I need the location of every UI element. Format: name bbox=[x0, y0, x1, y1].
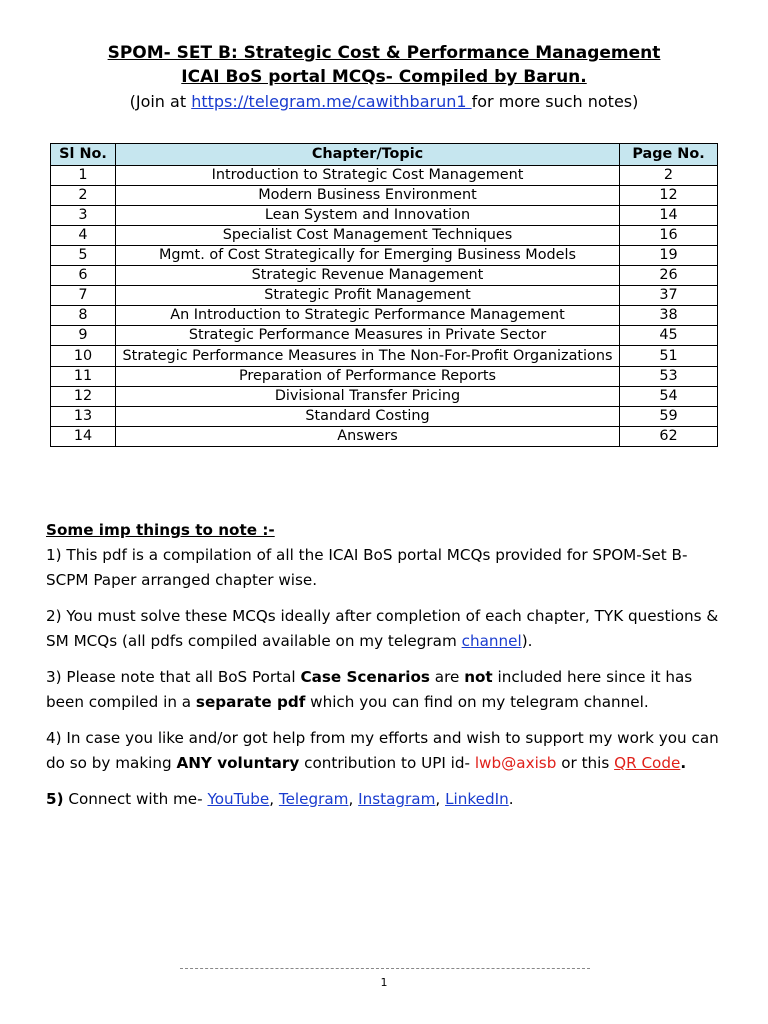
note-1: 1) This pdf is a compilation of all the ICAI BoS portal MCQs provided for SPOM-Set B- SCPM Paper arranged chapter wise. bbox=[46, 546, 688, 589]
note-2 bbox=[46, 604, 726, 654]
table-row bbox=[51, 226, 718, 246]
note-3 bbox=[46, 665, 726, 715]
table-row bbox=[51, 266, 718, 286]
header-sl-no: Sl No. bbox=[51, 144, 116, 166]
note-4-a: 4) In case you like and/or got help from my efforts and wish to support my work you can do so by making bbox=[46, 729, 719, 772]
title-line-1: SPOM- SET B: Strategic Cost & Performance Management bbox=[107, 43, 661, 63]
join-line bbox=[0, 89, 768, 115]
separator: , bbox=[269, 790, 279, 808]
upi-id: lwb@axisb bbox=[474, 754, 557, 772]
note-2-text: 2) You must solve these MCQs ideally after completion of each chapter, TYK questions & SM MCQs (all pdfs compiled available on my telegram bbox=[46, 607, 719, 650]
page-number: 1 bbox=[380, 976, 388, 989]
row-topic: Mgmt. of Cost Strategically for Emerging Business Models bbox=[116, 246, 620, 266]
row-page: 2 bbox=[620, 166, 718, 186]
row-topic: Strategic Performance Measures in Private Sector bbox=[116, 326, 620, 346]
row-page: 12 bbox=[620, 186, 718, 206]
table-row bbox=[51, 206, 718, 226]
table-row bbox=[51, 186, 718, 206]
separator: , bbox=[435, 790, 446, 808]
row-topic: Introduction to Strategic Cost Management bbox=[116, 166, 620, 186]
linkedin-link[interactable]: LinkedIn bbox=[445, 790, 509, 808]
row-topic: An Introduction to Strategic Performance Management bbox=[116, 306, 620, 326]
row-page: 54 bbox=[620, 387, 718, 407]
note-4 bbox=[46, 726, 726, 776]
row-page: 51 bbox=[620, 346, 718, 367]
row-topic: Standard Costing bbox=[116, 407, 620, 427]
table-row bbox=[51, 346, 718, 367]
note-5-end: . bbox=[508, 790, 514, 808]
table-row bbox=[51, 387, 718, 407]
join-prefix: (Join at bbox=[129, 92, 192, 111]
instagram-link[interactable]: Instagram bbox=[358, 790, 436, 808]
join-suffix: for more such notes) bbox=[471, 92, 639, 111]
row-topic: Lean System and Innovation bbox=[116, 206, 620, 226]
note-3-g: which you can find on my telegram channel. bbox=[305, 693, 649, 711]
row-number: 9 bbox=[51, 326, 116, 346]
table-row bbox=[51, 367, 718, 387]
row-page: 38 bbox=[620, 306, 718, 326]
separate-pdf-text: separate pdf bbox=[195, 693, 306, 711]
youtube-link[interactable]: YouTube bbox=[207, 790, 270, 808]
row-number: 1 bbox=[51, 166, 116, 186]
table-row bbox=[51, 166, 718, 186]
note-5 bbox=[46, 787, 726, 812]
note-5-text: Connect with me- bbox=[63, 790, 208, 808]
note-5-number: 5) bbox=[46, 790, 64, 808]
note-3-a: 3) Please note that all BoS Portal bbox=[46, 668, 301, 686]
header-chapter-topic: Chapter/Topic bbox=[116, 144, 620, 166]
qr-code-link[interactable]: QR Code bbox=[614, 754, 681, 772]
not-text: not bbox=[464, 668, 493, 686]
note-2-end: ). bbox=[521, 632, 533, 650]
row-page: 19 bbox=[620, 246, 718, 266]
table-row bbox=[51, 306, 718, 326]
row-number: 8 bbox=[51, 306, 116, 326]
row-number: 7 bbox=[51, 286, 116, 306]
row-topic: Strategic Performance Measures in The Non-For-Profit Organizations bbox=[116, 346, 620, 367]
row-number: 11 bbox=[51, 367, 116, 387]
row-page: 53 bbox=[620, 367, 718, 387]
document-header bbox=[0, 41, 768, 115]
row-number: 3 bbox=[51, 206, 116, 226]
row-page: 16 bbox=[620, 226, 718, 246]
case-scenarios-text: Case Scenarios bbox=[300, 668, 430, 686]
row-number: 2 bbox=[51, 186, 116, 206]
separator: , bbox=[348, 790, 359, 808]
table-row bbox=[51, 407, 718, 427]
row-number: 13 bbox=[51, 407, 116, 427]
row-number: 4 bbox=[51, 226, 116, 246]
notes-title: Some imp things to note :- bbox=[46, 521, 275, 539]
row-topic: Divisional Transfer Pricing bbox=[116, 387, 620, 407]
row-number: 12 bbox=[51, 387, 116, 407]
row-number: 5 bbox=[51, 246, 116, 266]
row-topic: Specialist Cost Management Techniques bbox=[116, 226, 620, 246]
telegram-social-link[interactable]: Telegram bbox=[278, 790, 349, 808]
row-number: 14 bbox=[51, 427, 116, 447]
row-topic: Strategic Profit Management bbox=[116, 286, 620, 306]
row-page: 62 bbox=[620, 427, 718, 447]
row-topic: Preparation of Performance Reports bbox=[116, 367, 620, 387]
table-row bbox=[51, 286, 718, 306]
note-4-d: or this bbox=[556, 754, 615, 772]
row-number: 10 bbox=[51, 346, 116, 367]
row-page: 37 bbox=[620, 286, 718, 306]
row-topic: Modern Business Environment bbox=[116, 186, 620, 206]
table-row bbox=[51, 246, 718, 266]
header-page-no: Page No. bbox=[620, 144, 718, 166]
table-header-row bbox=[51, 144, 718, 166]
any-voluntary-text: ANY voluntary bbox=[176, 754, 300, 772]
table-row bbox=[51, 427, 718, 447]
note-4-end: . bbox=[680, 754, 687, 772]
row-page: 14 bbox=[620, 206, 718, 226]
note-4-c: contribution to UPI id- bbox=[299, 754, 475, 772]
contents-table bbox=[50, 143, 718, 447]
footer-divider bbox=[180, 968, 590, 969]
note-3-e: included here since it has been compiled in a bbox=[46, 668, 693, 711]
channel-link[interactable]: channel bbox=[461, 632, 522, 650]
row-page: 45 bbox=[620, 326, 718, 346]
row-page: 26 bbox=[620, 266, 718, 286]
row-topic: Answers bbox=[116, 427, 620, 447]
telegram-link[interactable]: https://telegram.me/cawithbarun1 bbox=[191, 92, 472, 111]
row-page: 59 bbox=[620, 407, 718, 427]
row-number: 6 bbox=[51, 266, 116, 286]
note-3-c: are bbox=[429, 668, 465, 686]
title-line-2: ICAI BoS portal MCQs- Compiled by Barun. bbox=[181, 67, 587, 87]
table-row bbox=[51, 326, 718, 346]
notes-section bbox=[46, 518, 726, 823]
row-topic: Strategic Revenue Management bbox=[116, 266, 620, 286]
